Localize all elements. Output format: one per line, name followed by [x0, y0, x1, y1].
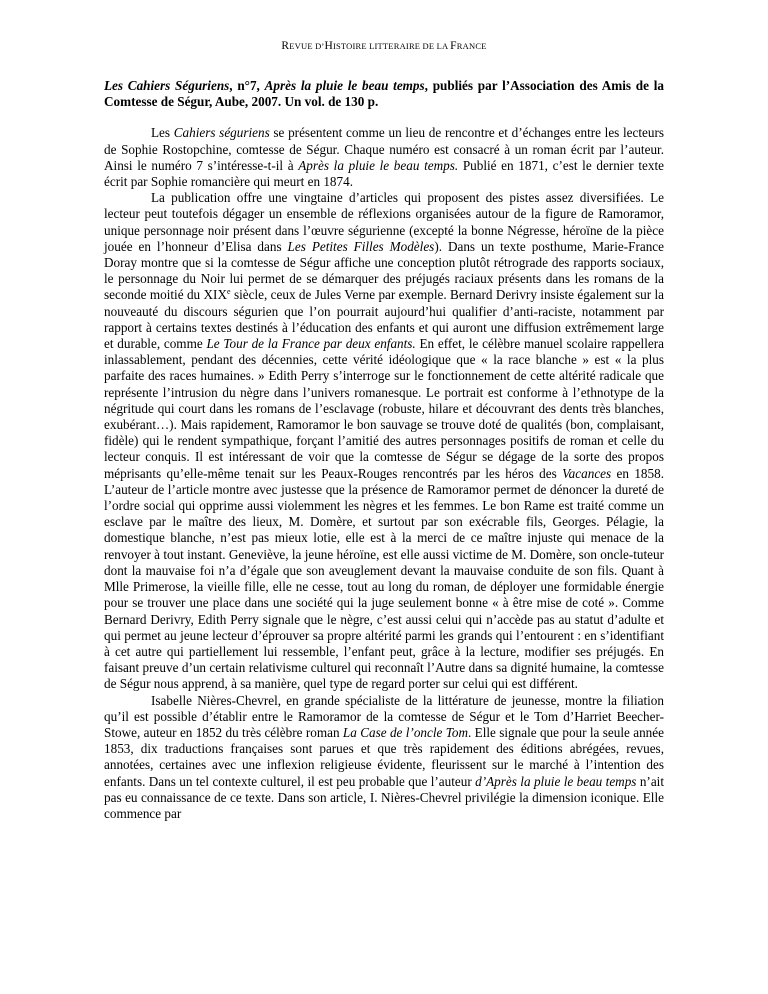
italic-run: Cahiers séguriens [173, 125, 270, 141]
italic-run: d’Après la pluie le beau temps [475, 773, 637, 789]
paragraph [104, 125, 664, 190]
italic-run: Les Cahiers Séguriens [104, 78, 230, 93]
running-head-part: RANCE [456, 41, 487, 51]
running-head [0, 40, 768, 52]
text-run: en 1858. L’auteur de l’article montre avec justesse que la présence de Ramoramor permet de dénoncer la dureté de l’ordre social qui opprime aussi violemment les nègres et les femmes. Le bon Rame est traité comme un esclave par le maître des lieux, M. Domère, et surtout par son exécrable fils, Georges. Pélagie, la domestique blanche, n’est pas mieux lotie, elle est à la merci de ce maître injuste qui menace de la renvoyer à tout instant. Geneviève, la jeune héroïne, est elle aussi victime de M. Domère, son oncle-tuteur dont la mauvaise foi n’a d’égale que son aveuglement devant la mauvaise conduite de son fils. Quant à Mlle Primerose, la vieille fille, elle ne cesse, tout au long du roman, de déployer une formidable énergie pour se trouver une place dans une société qui la juge seulement bonne « à être mise de coté ». Comme Bernard Derivry, Edith Perry signale que le nègre, c’est aussi celui qui n’accède pas au statut d’adulte et qui permet au jeune lecteur d’éprouver sa propre altérité parmi les grands qui l’entourent : en s’identifiant à cet autre qui partiellement lui ressemble, l’enfant peut, grâce à la lecture, modifier ses préjugés. En faisant preuve d’un certain relativisme culturel qui reconnaît l’Autre dans sa dignité humaine, la comtesse de Ségur nous apprend, à sa manière, quel type de regard porter sur celui qui est différent. [104, 465, 665, 692]
italic-run: Après la pluie le beau temps [264, 78, 425, 93]
superscript-run: e [226, 286, 231, 296]
text-run: siècle, ceux de Jules Verne par exemple. Bernard Derivry insiste également sur la nouveauté du discours ségurien que l’on pourrait aujourd’hui qualifier d’anti-raciste, notamment par rapport à certains textes destinés à l’éducation des enfants et qui auront une diffusion extrêmement large et durable, comme [104, 287, 665, 352]
italic-run: Après la pluie le beau temps. [298, 157, 459, 173]
text-run: , publiés par l’Association des Amis de la Comtesse de Ségur, Aube, 2007. Un vol. de 130 p. [104, 78, 664, 110]
text-run: Isabelle Nières-Chevrel, en grande spécialiste de la littérature de jeunesse, montre la filiation qu’il est possible d’établir entre le Ramoramor de la comtesse de Ségur et le Tom d’Harriet Beecher-Stowe, auteur en 1852 du très célèbre roman [104, 692, 664, 740]
text-run: Les [151, 125, 174, 141]
paragraphs [104, 125, 664, 822]
running-head-part: ISTOIRE LITTERAIRE DE LA [332, 41, 451, 51]
text-run: , n°7, [229, 78, 265, 93]
text-run: . Elle signale que pour la seule année 1853, dix traductions françaises sont parues et que très rapidement des éditions abrégées, revues, annotées, certaines avec une inflexion religieuse évidente, fleurissent sur le marché à l’intention des enfants. Dans un tel contexte culturel, il est peu probable que l’auteur [104, 724, 664, 789]
italic-run: La Case de l’oncle Tom [342, 724, 468, 740]
italic-run: Vacances [562, 465, 612, 481]
running-head-part: H [324, 40, 333, 52]
running-head-part: R [281, 40, 290, 52]
text-run: se présentent comme un lieu de rencontre et d’échanges entre les lecteurs de Sophie Rostopchine, comtesse de Ségur. Chaque numéro est consacré à un roman écrit par l’auteur. Ainsi le numéro 7 s’intéresse-t-il à [104, 125, 664, 173]
article-body [104, 78, 664, 822]
text-run: En effet, le célèbre manuel scolaire rappellera inlassablement, pendant des décennies, cette vérité idéologique que « la race blanche » est « la plus parfaite des races humaines. » Edith Perry s’interroge sur le fonctionnement de cette altérité radicale que représente l’intrusion du nègre dans l’univers romanesque. Le portrait est conforme à l’ethnotype de la négritude qui court dans les romans de l’esclavage (robuste, hilare et découvrant des dents très blanches, exubérant…). Mais rapidement, Ramoramor le bon sauvage se trouve doté de qualités (bon, complaisant, fidèle) qui le rendent sympathique, forçant l’amitié des autres personnages positifs de roman et celle du lecteur conquis. Il est intéressant de voir que la comtesse de Ségur se dégage de la sorte des propos méprisants qu’elle-même tenait sur les Peaux-Rouges rencontrés par les héros des [104, 336, 664, 481]
italic-run: Les Petites Filles Modèles [287, 238, 435, 254]
paragraph [104, 190, 664, 692]
text-run: ). Dans un texte posthume, Marie-France Doray montre que si la comtesse de Ségur affiche une conception plutôt rétrograde des rapports sociaux, le personnage du Noir lui permet de se démarquer des préjugés raciaux présents dans les romans de la seconde moitié du XIX [104, 238, 664, 303]
italic-run: Le Tour de la France par deux enfants. [206, 336, 416, 352]
review-heading [104, 78, 664, 110]
text-run: Publié en 1871, c’est le dernier texte écrit par Sophie romancière qui meurt en 1874. [104, 157, 664, 190]
paragraph [104, 693, 664, 823]
text-run: n’ait pas eu connaissance de ce texte. Dans son article, I. Nières-Chevrel privilégie la dimension iconique. Elle commence par [104, 773, 665, 821]
running-head-part: EVUE D’ [289, 41, 325, 51]
text-run: La publication offre une vingtaine d’articles qui proposent des pistes assez diversifiées. Le lecteur peut toutefois dégager un ensemble de réflexions organisées autour de la figure de Ramoramor, unique personnage noir présent dans l’œuvre ségurienne (excepté la bonne Négresse, héroïne de la pièce jouée en l’honneur d’Elisa dans [104, 190, 664, 254]
running-head-part: F [450, 40, 457, 52]
